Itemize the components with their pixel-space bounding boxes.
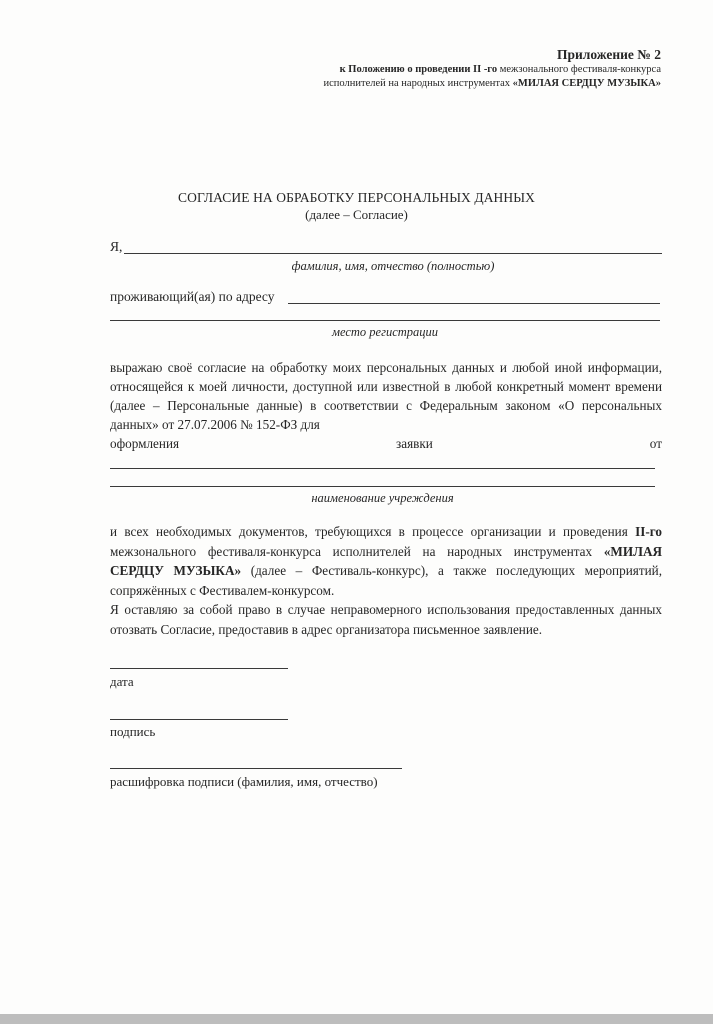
date-field[interactable] (110, 668, 288, 669)
signature-decode-label: расшифровка подписи (фамилия, имя, отчество) (110, 774, 378, 789)
ya-label: Я, (110, 239, 123, 254)
appendix-festival-name: «МИЛАЯ СЕРДЦУ МУЗЫКА» (512, 78, 661, 89)
signature-field[interactable] (110, 719, 288, 720)
fio-caption: фамилия, имя, отчество (полностью) (291, 259, 495, 273)
address-field-line-2[interactable] (110, 320, 660, 321)
appendix-subtitle-line-2 (324, 77, 662, 91)
consent-text: выражаю своё согласие на обработку моих персональных данных и любой иной информации, относящейся к моей личности, доступной или известной в любой конкретный момент времени (далее – Персональные данные) в соответствии с Федеральным законом «О персональных данных» от 27.07.2006 № 152-ФЗ для (110, 360, 662, 432)
withdrawal-text: Я оставляю за собой право в случае неправомерного использования предоставленных данных отозвать Согласие, предоставив в адрес организатора письменное заявление. (110, 602, 662, 637)
appendix-regulation-bold: к Положению о проведении II -го (339, 64, 498, 75)
purpose-festival-name: «МИЛАЯ СЕРДЦУ МУЗЫКА» (110, 543, 662, 578)
document-title: СОГЛАСИЕ НА ОБРАБОТКУ ПЕРСОНАЛЬНЫХ ДАННЫХ (178, 190, 535, 205)
purpose-end: (далее – Фестиваль-конкурс), а также последующих мероприятий, сопряжённых с Фестивалем-конкурсом. (110, 563, 663, 598)
purpose-text (110, 522, 662, 600)
appendix-subtitle-line-1 (324, 63, 662, 77)
signature-label: подпись (110, 724, 156, 739)
registration-caption: место регистрации (331, 325, 439, 339)
institution-field[interactable] (110, 468, 655, 469)
purpose-start: и всех необходимых документов, требующихся в процессе организации и проведения (110, 524, 628, 539)
appendix-performers: исполнителей на народных инструментах (323, 78, 513, 89)
signature-decode-field[interactable] (110, 768, 402, 769)
consent-paragraph (110, 358, 662, 453)
fio-field[interactable] (124, 253, 662, 254)
date-label: дата (110, 674, 134, 689)
appendix-header (324, 46, 662, 91)
address-label: проживающий(ая) по адресу (110, 289, 275, 304)
purpose-paragraph (110, 522, 662, 639)
address-field[interactable] (288, 303, 660, 304)
institution-caption: наименование учреждения (311, 491, 454, 505)
purpose-middle: межзонального фестиваля-конкурса исполнителей на народных инструментах (110, 543, 604, 559)
purpose-edition: II-го (635, 524, 662, 539)
consent-last-line: оформления заявки от (110, 436, 662, 451)
scan-bottom-edge (0, 1014, 713, 1024)
appendix-regulation-rest: межзонального фестиваля-конкурса (497, 64, 661, 75)
document-subtitle: (далее – Согласие) (305, 207, 408, 222)
title-block (0, 189, 713, 223)
institution-field-line-2[interactable] (110, 486, 655, 487)
appendix-number: Приложение № 2 (557, 47, 661, 62)
